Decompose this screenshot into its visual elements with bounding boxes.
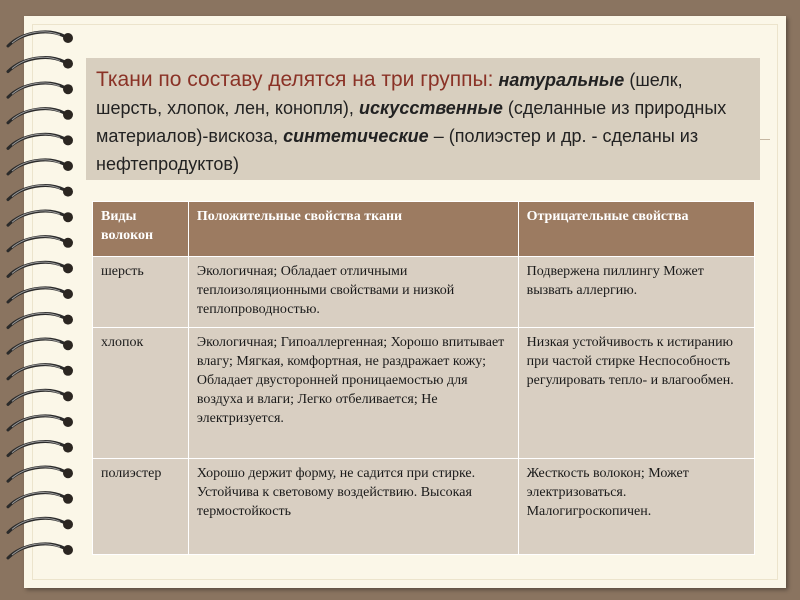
artificial-examples: (сделанные из природных материалов)-вискоза,	[96, 98, 727, 146]
fiber-properties-table	[92, 201, 755, 555]
natural-label: натуральные	[498, 70, 625, 90]
row-wool-positive: Экологичная; Обладает отличными теплоизоляционными свойствами и низкой теплопроводностью.	[188, 257, 518, 328]
spiral-ring-icon	[8, 518, 73, 532]
spiral-ring-icon	[8, 262, 73, 276]
spiral-ring-icon	[8, 57, 73, 71]
spiral-ring-icon	[8, 288, 73, 302]
row-polyester-fiber: полиэстер	[93, 459, 189, 555]
spiral-ring-icon	[8, 313, 73, 327]
header-fiber-types: Виды волокон	[93, 202, 189, 257]
row-polyester-positive: Хорошо держит форму, не садится при стирке. Устойчива к световому воздействию. Высокая термостойкость	[188, 459, 518, 555]
row-polyester-negative: Жесткость волокон; Может электризоваться. Малогигроскопичен.	[518, 459, 754, 555]
spiral-ring-icon	[8, 109, 73, 123]
spiral-ring-icon	[8, 339, 73, 353]
row-cotton-negative: Низкая устойчивость к истиранию при частой стирке Неспособность регулировать тепло- и влагообмен.	[518, 328, 754, 459]
row-cotton-fiber: хлопок	[93, 328, 189, 459]
synthetic-examples: – (полиэстер и др. - сделаны из нефтепродуктов)	[96, 126, 699, 174]
table-header-row	[93, 202, 755, 257]
row-wool-negative: Подвержена пиллингу Может вызвать аллергию.	[518, 257, 754, 328]
spiral-ring-icon	[8, 160, 73, 174]
spiral-ring-icon	[8, 83, 73, 97]
header-positive-properties: Положительные свойства ткани	[188, 202, 518, 257]
spiral-ring-icon	[8, 416, 73, 430]
table-row	[93, 328, 755, 459]
row-cotton-positive: Экологичная; Гипоаллергенная; Хорошо впитывает влагу; Мягкая, комфортная, не раздражает кожу; Обладает двусторонней проницаемостью для воздуха и влаги; Легко отбеливается; Не электризуется.	[188, 328, 518, 459]
synthetic-label: синтетические	[283, 126, 429, 146]
table-row	[93, 257, 755, 328]
spiral-ring-icon	[8, 211, 73, 225]
spiral-ring-icon	[8, 365, 73, 379]
spiral-ring-icon	[8, 237, 73, 251]
table-row	[93, 459, 755, 555]
artificial-label: искусственные	[358, 98, 503, 118]
intro-text-box	[86, 58, 760, 180]
spiral-ring-icon	[8, 544, 73, 558]
spiral-binding-icon	[4, 24, 80, 574]
row-wool-fiber: шерсть	[93, 257, 189, 328]
spiral-ring-icon	[8, 134, 73, 148]
spiral-ring-icon	[8, 493, 73, 507]
natural-examples: (шелк, шерсть, хлопок, лен, конопля),	[96, 70, 683, 118]
spiral-ring-icon	[8, 390, 73, 404]
spiral-ring-icon	[8, 185, 73, 199]
spiral-ring-icon	[8, 32, 73, 46]
header-negative-properties: Отрицательные свойства	[518, 202, 754, 257]
header-rule	[760, 139, 770, 140]
spiral-ring-icon	[8, 441, 73, 455]
intro-lead: Ткани по составу делятся на три группы:	[96, 68, 494, 91]
spiral-ring-icon	[8, 467, 73, 481]
